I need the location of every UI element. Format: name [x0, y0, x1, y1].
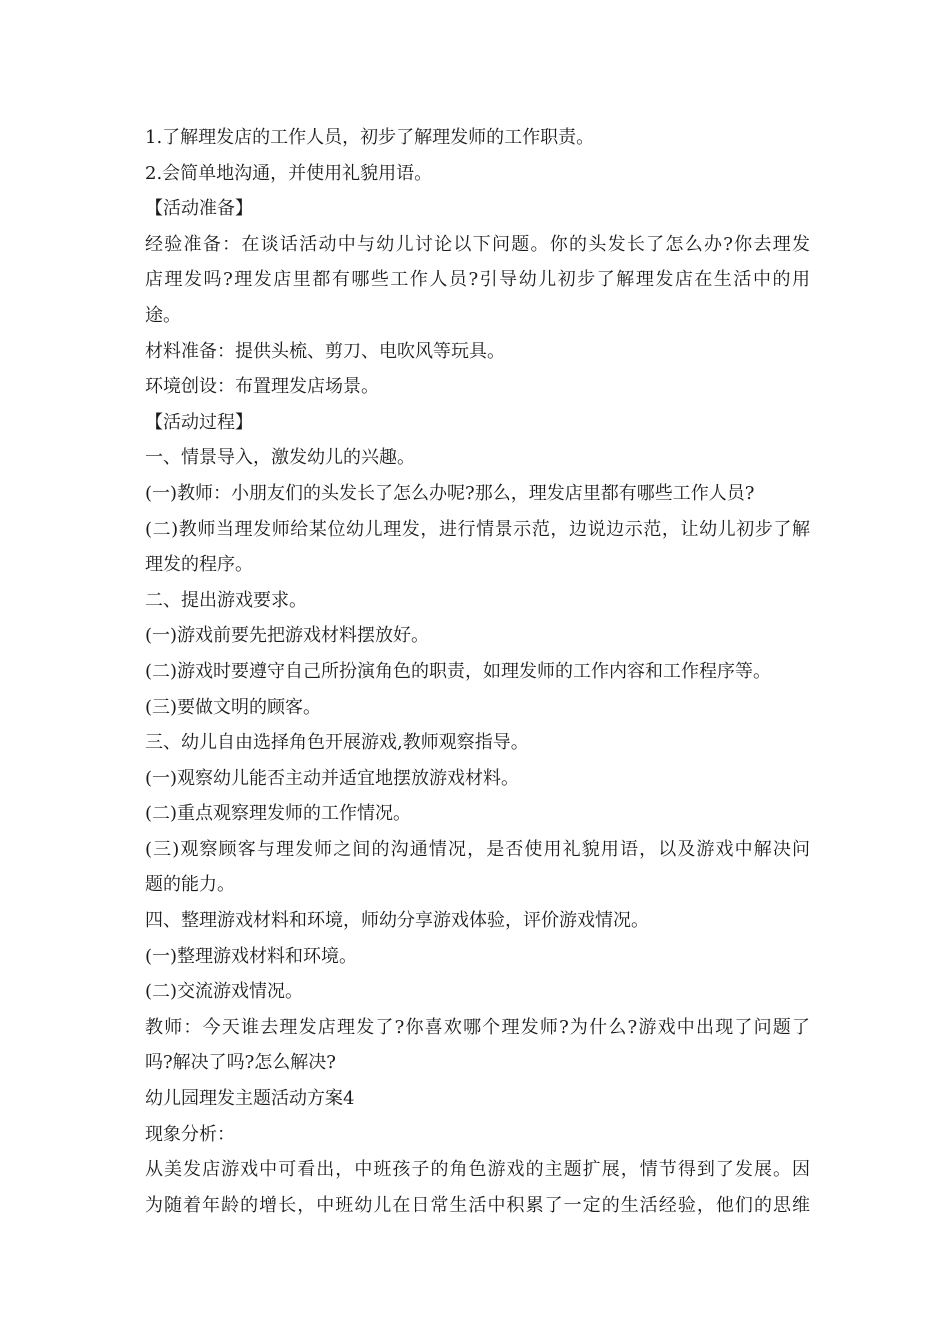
text-line: 幼儿园理发主题活动方案4: [145, 1088, 355, 1110]
text-line: (三)要做文明的顾客。: [145, 696, 322, 718]
text-line: 环境创设：布置理发店场景。: [145, 376, 379, 398]
text-line: 【活动准备】: [145, 198, 253, 220]
text-line: (二)游戏时要遵守自己所扮演角色的职责，如理发师的工作内容和工作程序等。: [145, 660, 772, 682]
text-line: 教师：今天谁去理发店理发了?你喜欢哪个理发师?为什么?游戏中出现了问题了: [145, 1016, 810, 1038]
text-line: 途。: [145, 304, 181, 326]
text-line: 理发的程序。: [145, 554, 253, 576]
text-line: (二)教师当理发师给某位幼儿理发，进行情景示范，边说边示范，让幼儿初步了解: [145, 518, 810, 540]
text-line: 2.会简单地沟通，并使用礼貌用语。: [145, 162, 433, 184]
text-line: 经验准备：在谈话活动中与幼儿讨论以下问题。你的头发长了怎么办?你去理发: [145, 233, 810, 255]
text-line: (一)观察幼儿能否主动并适宜地摆放游戏材料。: [145, 767, 520, 789]
text-line: 为随着年龄的增长，中班幼儿在日常生活中积累了一定的生活经验，他们的思维: [145, 1194, 810, 1216]
text-line: (三)观察顾客与理发师之间的沟通情况，是否使用礼貌用语，以及游戏中解决问: [145, 838, 810, 860]
text-line: (一)游戏前要先把游戏材料摆放好。: [145, 625, 430, 647]
text-line: (一)整理游戏材料和环境。: [145, 945, 358, 967]
text-line: 1.了解理发店的工作人员，初步了解理发师的工作职责。: [145, 127, 595, 148]
text-line: (二)重点观察理发师的工作情况。: [145, 803, 412, 825]
text-line: 现象分析：: [145, 1123, 235, 1145]
text-line: 吗?解决了吗?怎么解决?: [145, 1052, 336, 1074]
text-line: (一)教师：小朋友们的头发长了怎么办呢?那么，理发店里都有哪些工作人员?: [145, 482, 755, 504]
text-line: 从美发店游戏中可看出，中班孩子的角色游戏的主题扩展，情节得到了发展。因: [145, 1159, 810, 1181]
text-line: 店理发吗?理发店里都有哪些工作人员?引导幼儿初步了解理发店在生活中的用: [145, 269, 810, 291]
text-line: 一、情景导入，激发幼儿的兴趣。: [145, 447, 415, 469]
text-line: 材料准备：提供头梳、剪刀、电吹风等玩具。: [145, 340, 505, 362]
text-line: 题的能力。: [145, 874, 235, 896]
text-line: 三、幼儿自由选择角色开展游戏,教师观察指导。: [145, 732, 529, 754]
text-line: 四、整理游戏材料和环境，师幼分享游戏体验，评价游戏情况。: [145, 910, 649, 932]
text-line: (二)交流游戏情况。: [145, 981, 304, 1003]
document-body: [145, 120, 810, 1223]
text-line: 二、提出游戏要求。: [145, 589, 307, 611]
text-line: 【活动过程】: [145, 411, 253, 433]
